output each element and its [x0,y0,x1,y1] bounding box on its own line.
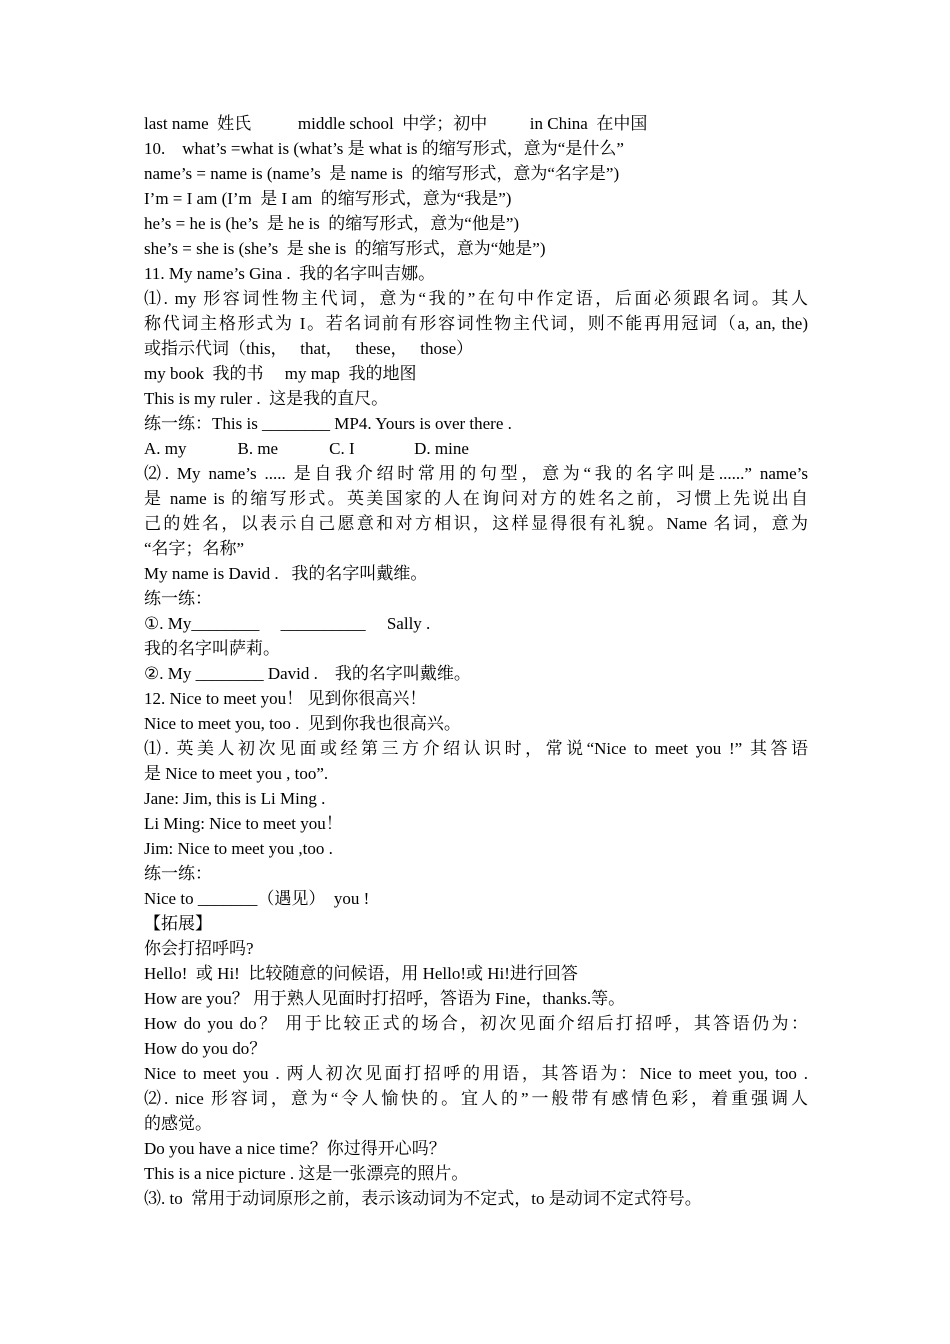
text-line: 是 Nice to meet you , too”. [144,764,329,783]
text-line: 练一练： [144,589,212,608]
text-line: 己的姓名，以表示自己愿意和对方相识，这样显得很有礼貌。Name 名词，意为 [144,514,808,533]
text-line: name’s = name is (name’s 是 name is 的缩写形式，意为“名字是”) [144,164,620,183]
text-line: “名字；名称” [144,539,245,558]
text-line: This is a nice picture . 这是一张漂亮的照片。 [144,1164,469,1183]
text-line: ⑶. to 常用于动词原形之前，表示该动词为不定式，to 是动词不定式符号。 [144,1189,702,1208]
text-line: 练一练：This is ________ MP4. Yours is over there . [144,414,512,433]
text-line: he’s = he is (he’s 是 he is 的缩写形式，意为“他是”) [144,214,520,233]
text-line: Nice to _______（遇见） you ! [144,889,370,908]
text-line: 称代词主格形式为 I。若名词前有形容词性物主代词，则不能再用冠词（a, an, the) [144,314,808,333]
text-line: How do you do？ [144,1039,267,1058]
text-line: ⑴. 英美人初次见面或经第三方介绍认识时，常说“Nice to meet you !” 其答语 [144,739,808,758]
text-line: 【拓展】 [144,914,212,933]
text-line: My name is David . 我的名字叫戴维。 [144,564,428,583]
text-line: Hello! 或 Hi! 比较随意的问候语，用 Hello!或 Hi!进行回答 [144,964,578,983]
text-line: Jane: Jim, this is Li Ming . [144,789,326,808]
text-line: last name 姓氏 middle school 中学；初中 in China 在中国 [144,114,648,133]
text-line: ①. My________ __________ Sally . [144,614,431,633]
text-line: 练一练： [144,864,212,883]
text-line: 你会打招呼吗? [144,939,254,958]
text-line: 我的名字叫萨莉。 [144,639,280,658]
document-page [144,111,808,1211]
text-line: 是 name is 的缩写形式。英美国家的人在询问对方的姓名之前，习惯上先说出自 [144,489,808,508]
text-line: 10. what’s =what is (what’s 是 what is 的缩写形式，意为“是什么” [144,139,624,158]
text-line: Nice to meet you, too . 见到你我也很高兴。 [144,714,461,733]
text-line: 12. Nice to meet you！ 见到你很高兴！ [144,689,427,708]
text-line: 的感觉。 [144,1114,212,1133]
text-line: Jim: Nice to meet you ,too . [144,839,333,858]
text-line: Nice to meet you . 两人初次见面打招呼的用语，其答语为：Nice to meet you, too . [144,1064,808,1083]
text-line: ②. My ________ David . 我的名字叫戴维。 [144,664,471,683]
text-line: A. my B. me C. I D. mine [144,439,469,458]
text-line: This is my ruler . 这是我的直尺。 [144,389,389,408]
text-line: ⑴. my 形容词性物主代词，意为“我的”在句中作定语，后面必须跟名词。其人 [144,289,809,308]
text-line: I’m = I am (I’m 是 I am 的缩写形式，意为“我是”) [144,189,512,208]
text-line: Li Ming: Nice to meet you！ [144,814,343,833]
text-line: ⑵. nice 形容词，意为“令人愉快的。宜人的”一般带有感情色彩，着重强调人 [144,1089,808,1108]
text-line: How do you do？ 用于比较正式的场合，初次见面介绍后打招呼，其答语仍为： [144,1014,808,1033]
text-line: How are you？ 用于熟人见面时打招呼，答语为 Fine，thanks.等。 [144,989,626,1008]
text-line: Do you have a nice time？你过得开心吗？ [144,1139,446,1158]
text-line: 或指示代词（this， that， these， those） [144,339,474,358]
text-line: my book 我的书 my map 我的地图 [144,364,417,383]
text-line: she’s = she is (she’s 是 she is 的缩写形式，意为“她是”) [144,239,546,258]
text-line: ⑵. My name’s ..... 是自我介绍时常用的句型，意为“我的名字叫是......” name’s [144,464,808,483]
text-line: 11. My name’s Gina . 我的名字叫吉娜。 [144,264,436,283]
